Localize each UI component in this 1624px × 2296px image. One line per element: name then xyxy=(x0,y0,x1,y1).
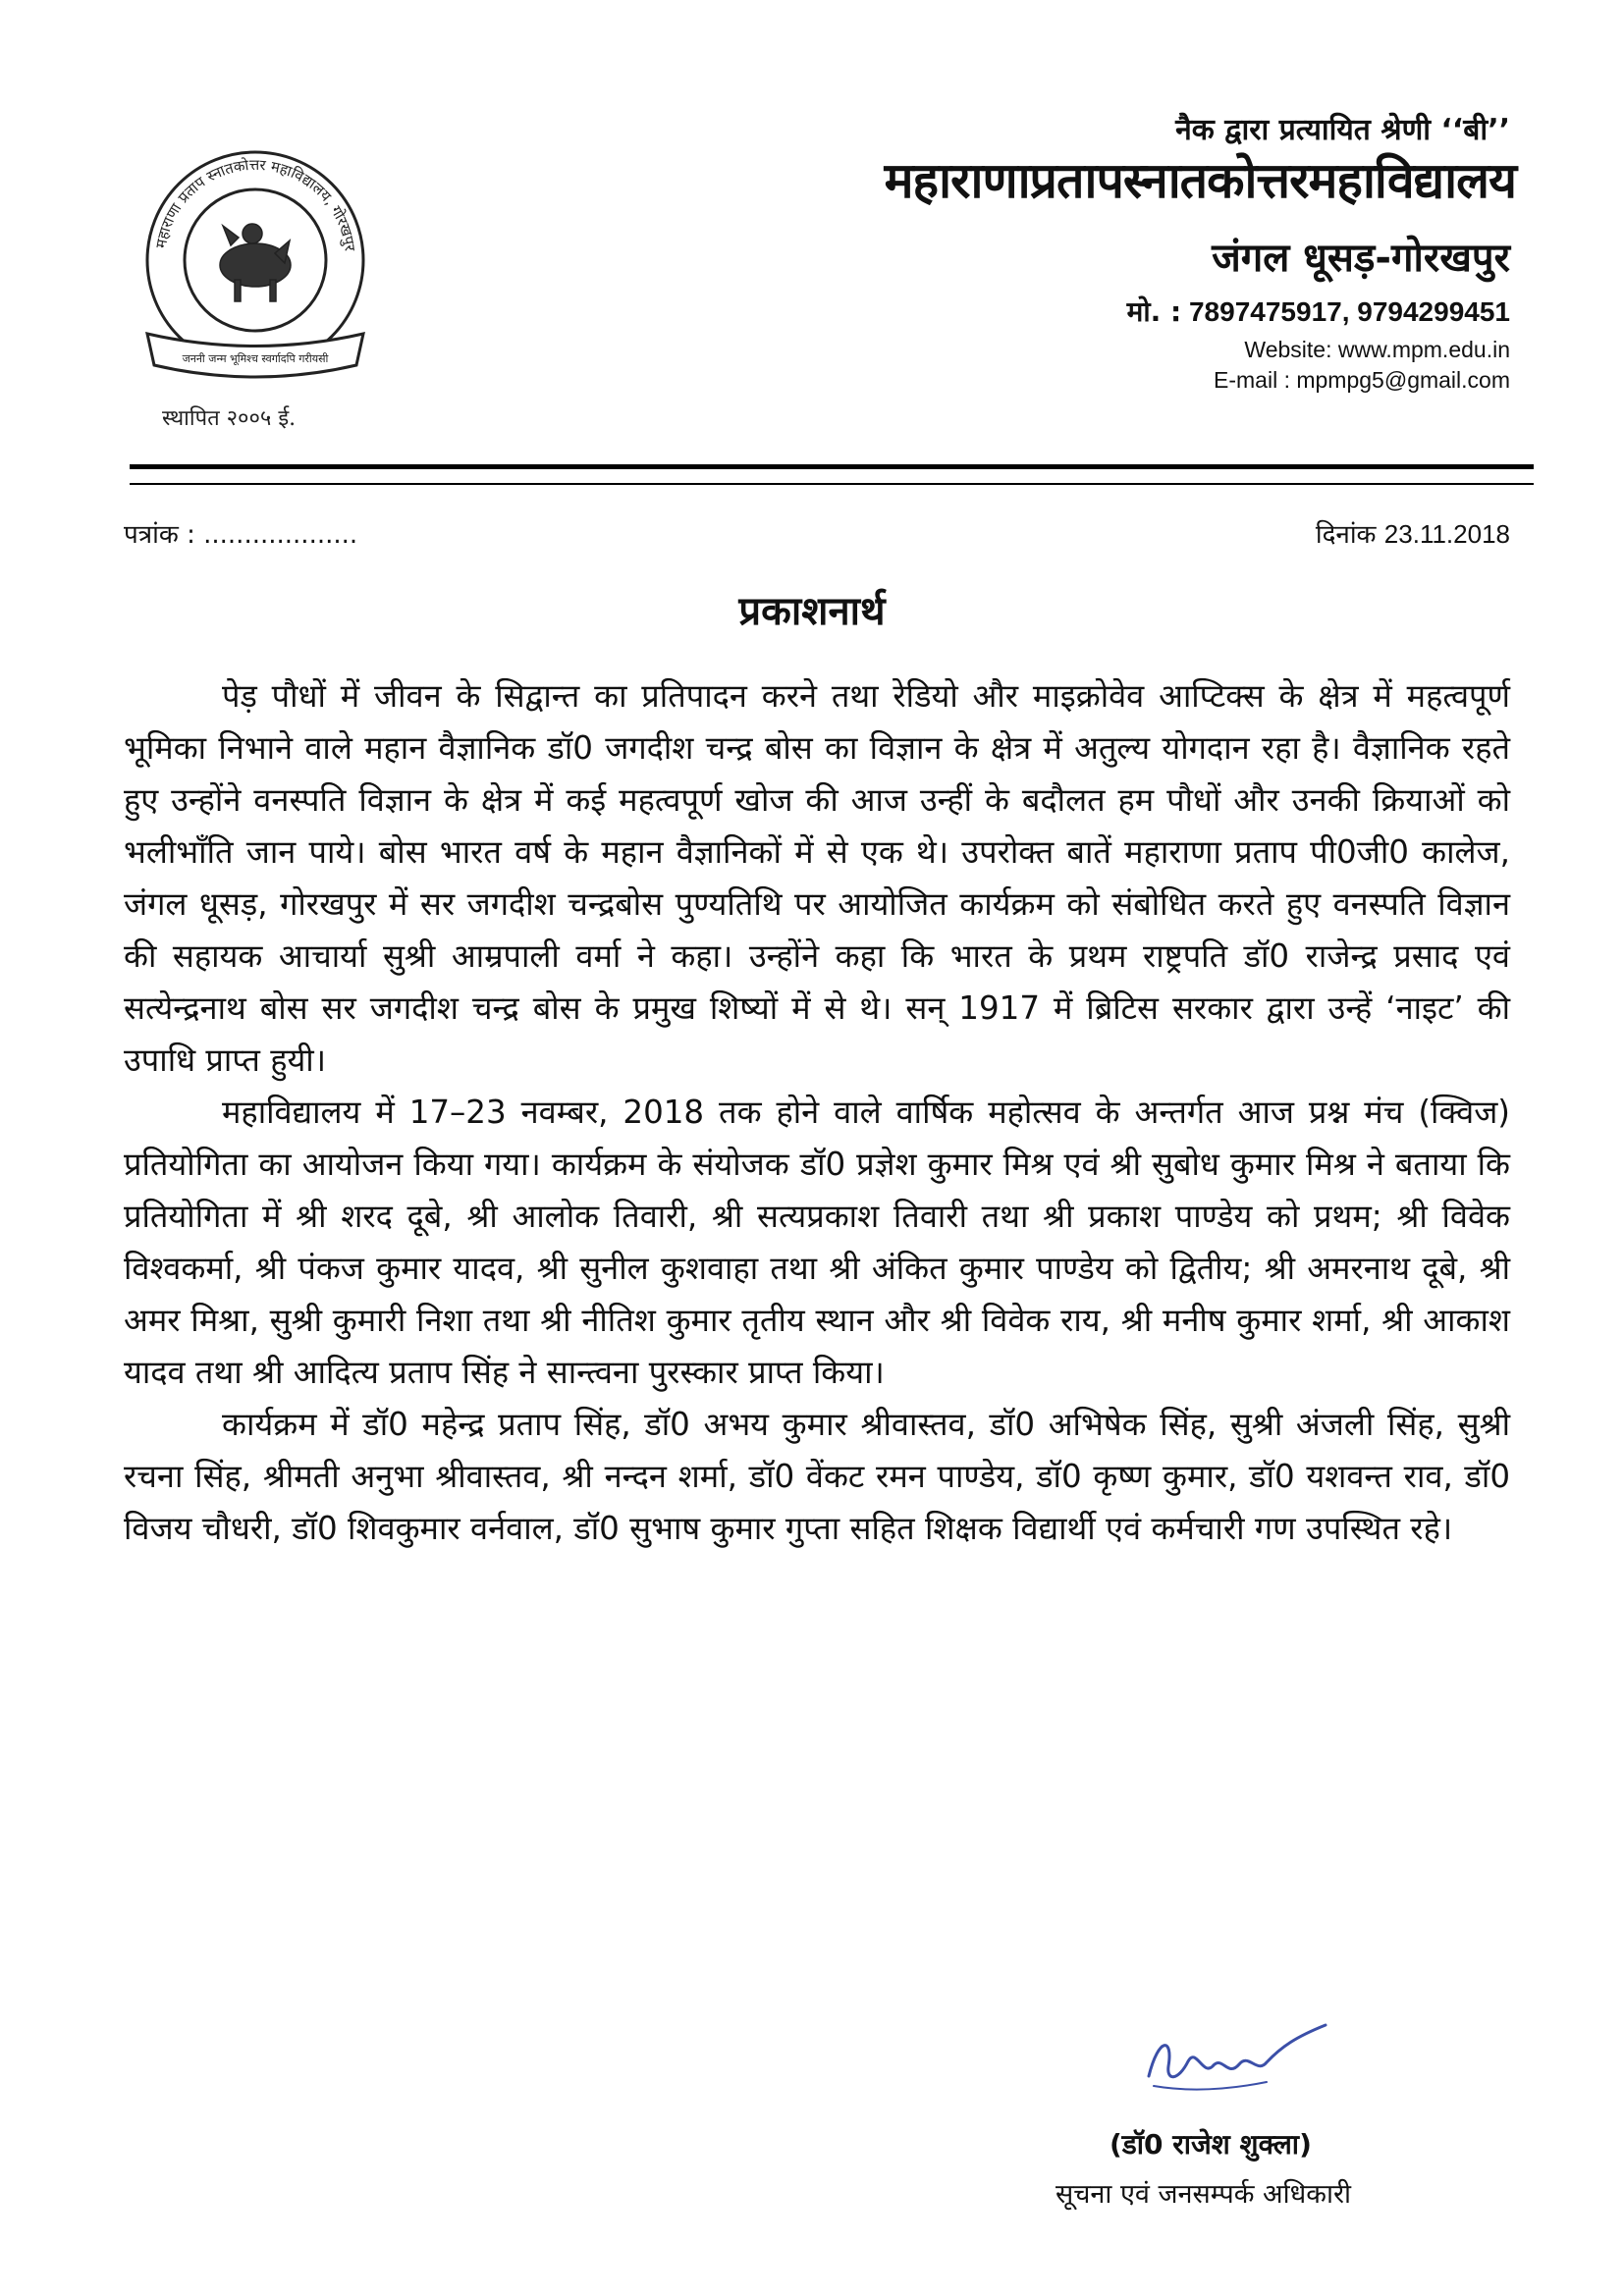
reference-number xyxy=(124,515,357,551)
body-paragraph-1: पेड़ पौधों में जीवन के सिद्वान्त का प्रतिपादन करने तथा रेडियो और माइक्रोवेव आप्टिक्स के क्षेत्र में महत्वपूर्ण भूमिका निभाने वाले महान वैज्ञानिक डॉ0 जगदीश चन्द्र बोस का विज्ञान के क्षेत्र में अतुल्य योगदान रहा है। वैज्ञानिक रहते हुए उन्होंने वनस्पति विज्ञान के क्षेत्र में कई महत्वपूर्ण खोज की आज उन्हीं के बदौलत हम पौधों और उनकी क्रियाओं को भलीभाँति जान पाये। बोस भारत वर्ष के महान वैज्ञानिकों में से एक थे। उपरोक्त बातें महाराणा प्रताप पी0जी0 कालेज, जंगल धूसड़, गोरखपुर में सर जगदीश चन्द्रबोस पुण्यतिथि पर आयोजित कार्यक्रम को संबोधित करते हुए वनस्पति विज्ञान की सहायक आचार्या सुश्री आम्रपाली वर्मा ने कहा। उन्होंने कहा कि भारत के प्रथम राष्ट्रपति डॉ0 राजेन्द्र प्रसाद एवं सत्येन्द्रनाथ बोस सर जगदीश चन्द्र बोस के प्रमुख शिष्यों में से थे। सन् 1917 में ब्रिटिस सरकार द्वारा उन्हें ‘नाइट’ की उपाधि प्राप्त हुयी। xyxy=(124,677,1510,1079)
body-paragraph-3: कार्यक्रम में डॉ0 महेन्द्र प्रताप सिंह, डॉ0 अभय कुमार श्रीवास्तव, डॉ0 अभिषेक सिंह, सुश्री अंजली सिंह, सुश्री रचना सिंह, श्रीमती अनुभा श्रीवास्तव, श्री नन्दन शर्मा, डॉ0 वेंकट रमन पाण्डेय, डॉ0 कृष्ण कुमार, डॉ0 यशवन्त राव, डॉ0 विजय चौधरी, डॉ0 शिवकुमार वर्नवाल, डॉ0 सुभाष कुमार गुप्ता सहित शिक्षक विद्यार्थी एवं कर्मचारी गण उपस्थित रहे। xyxy=(124,1406,1510,1547)
letter-date xyxy=(1316,515,1510,551)
reference-label: पत्रांक : xyxy=(124,520,195,550)
college-name: महाराणाप्रतापस्नातकोत्तरमहाविद्यालय xyxy=(884,152,1516,209)
header-divider-thin xyxy=(130,483,1534,485)
date-value: 23.11.2018 xyxy=(1383,519,1510,549)
college-location: जंगल धूसड़-गोरखपुर xyxy=(1212,236,1510,281)
date-label: दिनांक xyxy=(1315,520,1377,550)
reference-value: ................... xyxy=(203,520,358,550)
signature-icon xyxy=(1119,2017,1355,2106)
phone-label: मो. : xyxy=(1126,295,1182,328)
seal-ring-text: महाराणा प्रताप स्नातकोत्तर महाविद्यालय, गोरखपुर xyxy=(151,155,359,252)
accreditation-line: नैक द्वारा प्रत्यायित श्रेणी ‘‘बी’’ xyxy=(1175,113,1510,147)
phone-numbers: 7897475917, 9794299451 xyxy=(1188,296,1510,327)
signer-designation: सूचना एवं जनसम्पर्क अधिकारी xyxy=(1056,2179,1352,2210)
header-divider-thick xyxy=(130,464,1534,469)
college-seal-icon xyxy=(133,147,378,393)
established-year: स्थापित २००५ ई. xyxy=(162,406,297,431)
body-paragraph-2: महाविद्यालय में 17–23 नवम्बर, 2018 तक होने वाले वार्षिक महोत्सव के अन्तर्गत आज प्रश्न मंच (क्विज) प्रतियोगिता का आयोजन किया गया। कार्यक्रम के संयोजक डॉ0 प्रज्ञेश कुमार मिश्र एवं श्री सुबोध कुमार मिश्र ने बताया कि प्रतियोगिता में श्री शरद दूबे, श्री आलोक तिवारी, श्री सत्यप्रकाश तिवारी तथा श्री प्रकाश पाण्डेय को प्रथम; श्री विवेक विश्वकर्मा, श्री पंकज कुमार यादव, श्री सुनील कुशवाहा तथा श्री अंकित कुमार पाण्डेय को द्वितीय; श्री अमरनाथ दूबे, श्री अमर मिश्रा, सुश्री कुमारी निशा तथा श्री नीतिश कुमार तृतीय स्थान और श्री विवेक राय, श्री मनीष कुमार शर्मा, श्री आकाश यादव तथा श्री आदित्य प्रताप सिंह ने सान्त्वना पुरस्कार प्राप्त किया। xyxy=(124,1094,1510,1391)
email-line: E-mail : mpmpg5@gmail.com xyxy=(1214,367,1510,393)
page-title: प्रकाशनार्थ xyxy=(738,589,886,634)
press-release-body xyxy=(124,670,1510,1555)
seal-banner-text: जननी जन्म भूमिश्च स्वर्गादपि गरीयसी xyxy=(182,352,329,365)
college-logo xyxy=(133,147,378,393)
phone-line xyxy=(1127,293,1510,330)
website-line: Website: www.mpm.edu.in xyxy=(1244,337,1510,362)
signer-name: (डॉ0 राजेश शुक्ला) xyxy=(1110,2128,1312,2161)
handwritten-signature xyxy=(1119,2017,1355,2106)
